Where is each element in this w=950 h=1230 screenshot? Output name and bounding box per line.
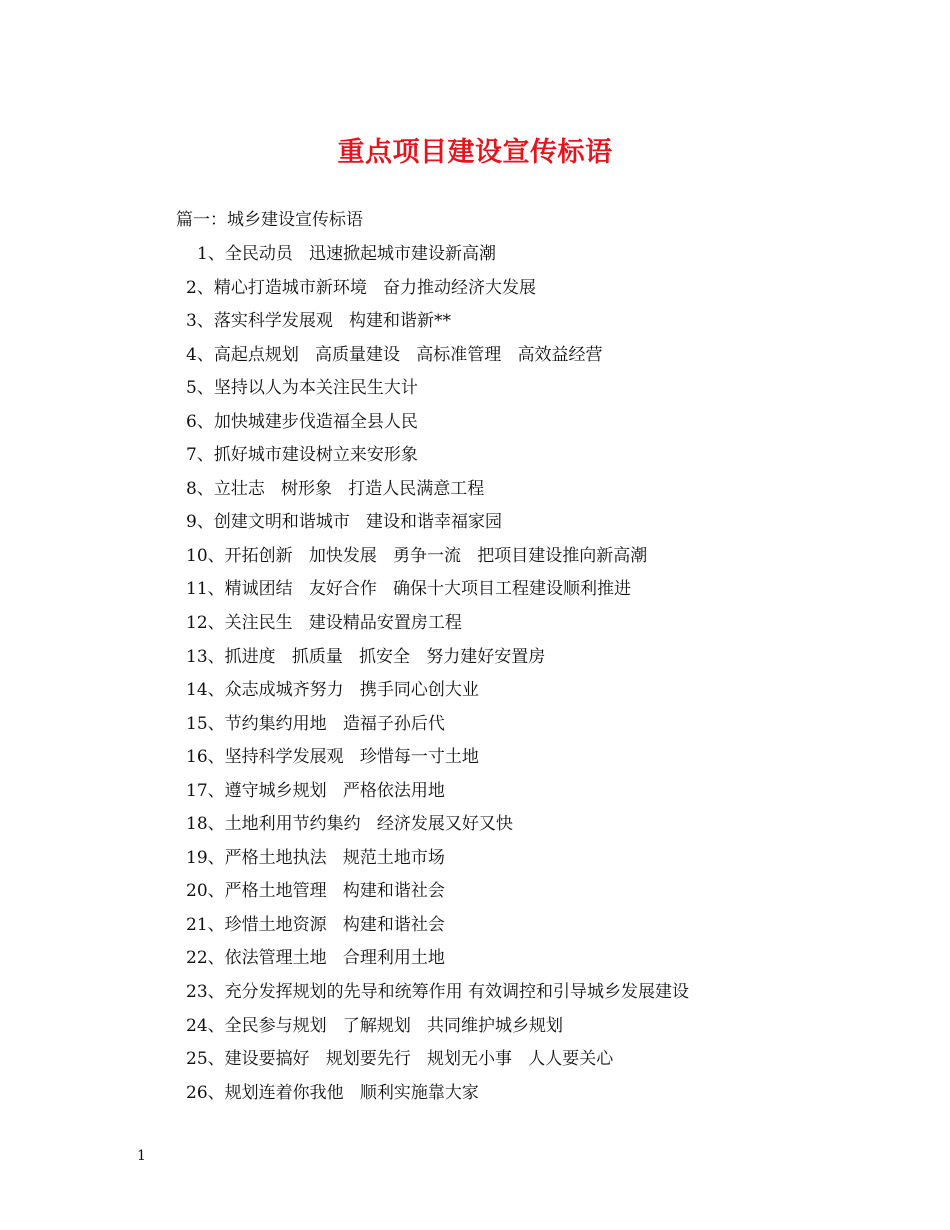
list-item: 12、关注民生 建设精品安置房工程: [186, 613, 462, 634]
list-item: 2、精心打造城市新环境 奋力推动经济大发展: [186, 277, 537, 298]
section-heading: 篇一：城乡建设宣传标语: [176, 210, 363, 230]
list-item: 16、坚持科学发展观 珍惜每一寸土地: [186, 747, 479, 768]
list-item: 6、加快城建步伐造福全县人民: [186, 411, 418, 432]
list-item: 4、高起点规划 高质量建设 高标准管理 高效益经营: [186, 344, 603, 365]
list-item: 24、全民参与规划 了解规划 共同维护城乡规划: [186, 1015, 564, 1036]
list-item: 5、坚持以人为本关注民生大计: [186, 378, 418, 399]
list-item: 10、开拓创新 加快发展 勇争一流 把项目建设推向新高潮: [186, 545, 648, 566]
list-item: 11、精诚团结 友好合作 确保十大项目工程建设顺利推进: [186, 579, 632, 600]
list-item: 23、充分发挥规划的先导和统筹作用 有效调控和引导城乡发展建设: [186, 982, 690, 1003]
list-item: 1、全民动员 迅速掀起城市建设新高潮: [197, 244, 497, 264]
list-item: 17、遵守城乡规划 严格依法用地: [186, 780, 445, 801]
list-item: 9、创建文明和谐城市 建设和谐幸福家园: [186, 512, 503, 533]
document-title: 重点项目建设宣传标语: [337, 137, 613, 168]
list-item: 13、抓进度 抓质量 抓安全 努力建好安置房: [186, 646, 546, 667]
list-item: 3、落实科学发展观 构建和谐新**: [186, 311, 452, 332]
slogan-list: [186, 240, 689, 1112]
list-item: 21、珍惜土地资源 构建和谐社会: [186, 914, 445, 935]
page-number: 1: [137, 1148, 146, 1164]
list-item: 15、节约集约用地 造福子孙后代: [186, 713, 445, 734]
list-item: 14、众志成城齐努力 携手同心创大业: [186, 680, 479, 701]
list-item: 18、土地利用节约集约 经济发展又好又快: [186, 814, 513, 835]
list-item: 22、依法管理土地 合理利用土地: [186, 948, 445, 969]
list-item: 8、立壮志 树形象 打造人民满意工程: [186, 478, 485, 499]
list-item: 25、建设要搞好 规划要先行 规划无小事 人人要关心: [186, 1049, 614, 1070]
list-item: 26、规划连着你我他 顺利实施靠大家: [186, 1082, 479, 1103]
list-item: 19、严格土地执法 规范土地市场: [186, 847, 445, 868]
list-item: 20、严格土地管理 构建和谐社会: [186, 881, 445, 902]
list-item: 7、抓好城市建设树立来安形象: [186, 445, 418, 466]
